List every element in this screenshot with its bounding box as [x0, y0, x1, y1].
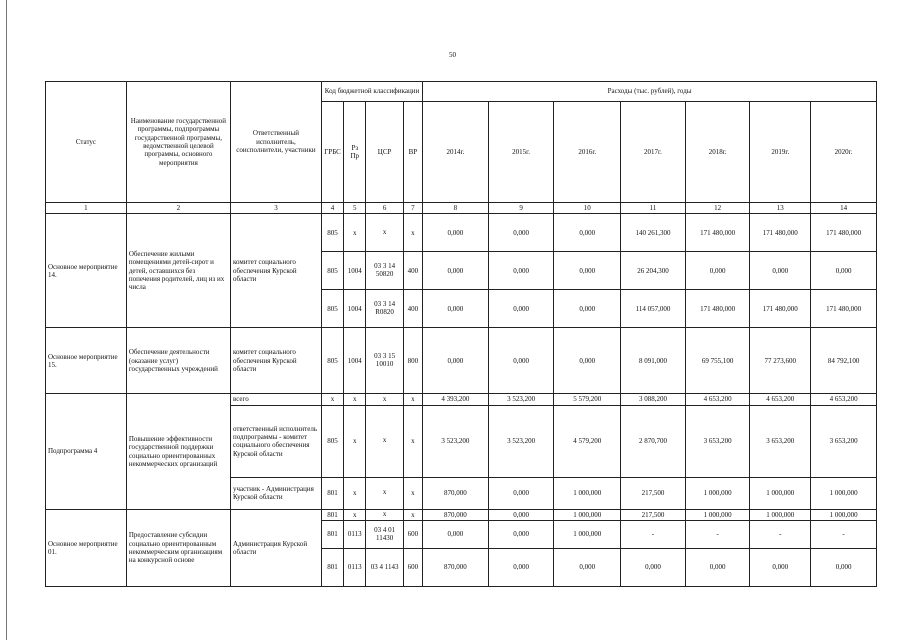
cell-value: 0,000	[488, 214, 554, 252]
cell-value: 1 000,000	[750, 509, 811, 520]
cell-vr: х	[403, 214, 422, 252]
cell-grbs: 801	[321, 509, 343, 520]
cell-value: 140 261,300	[621, 214, 686, 252]
column-number-row	[46, 203, 877, 214]
cell-value: 0,000	[423, 290, 489, 328]
column-number: 12	[685, 203, 750, 214]
header-expenses: Расходы (тыс. рублей), годы	[423, 82, 877, 102]
row-executor: ответственный исполнитель подпрограммы - комитет социального обеспечения Курской области	[230, 405, 321, 477]
cell-csr: 03 4 1143	[366, 549, 403, 587]
cell-value: 3 653,200	[685, 405, 750, 477]
page-number: 50	[449, 51, 456, 59]
cell-csr: 03 3 14 R0820	[366, 290, 403, 328]
cell-value: 3 088,200	[621, 394, 686, 405]
cell-csr: 03 3 15 10010	[366, 328, 403, 394]
cell-value: -	[750, 521, 811, 549]
cell-csr: х	[366, 405, 403, 477]
header-rzpr-a: Рз	[351, 143, 359, 152]
cell-vr: х	[403, 394, 422, 405]
cell-rzpr: 0113	[344, 521, 366, 549]
row-name: Повышение эффективности государственной поддержки социально ориентированных некоммерческих организаций	[126, 394, 230, 509]
cell-grbs: 801	[321, 549, 343, 587]
cell-value: -	[621, 521, 686, 549]
cell-value: 0,000	[554, 549, 621, 587]
cell-csr: х	[366, 509, 403, 520]
cell-vr: 800	[403, 328, 422, 394]
cell-value: 0,000	[750, 252, 811, 290]
cell-value: 0,000	[488, 509, 554, 520]
row-executor: всего	[230, 394, 321, 405]
cell-value: 0,000	[621, 549, 686, 587]
cell-value: 0,000	[554, 328, 621, 394]
cell-value: -	[811, 521, 877, 549]
cell-value: 0,000	[554, 290, 621, 328]
cell-value: 3 523,200	[423, 405, 489, 477]
cell-value: 0,000	[423, 252, 489, 290]
cell-value: 0,000	[423, 328, 489, 394]
cell-rzpr: 1004	[344, 328, 366, 394]
header-grbs: ГРБС	[321, 102, 343, 203]
cell-value: 0,000	[554, 214, 621, 252]
cell-value: 1 000,000	[554, 477, 621, 509]
cell-value: 171 480,000	[685, 290, 750, 328]
cell-grbs: 805	[321, 252, 343, 290]
header-year-2016: 2016г.	[554, 102, 621, 203]
cell-value: -	[685, 521, 750, 549]
column-number: 14	[811, 203, 877, 214]
header-year-2014: 2014г.	[423, 102, 489, 203]
header-year-2018: 2018г.	[685, 102, 750, 203]
cell-value: 0,000	[811, 252, 877, 290]
column-number: 8	[423, 203, 489, 214]
cell-value: 0,000	[554, 252, 621, 290]
header-year-2020: 2020г.	[811, 102, 877, 203]
cell-value: 0,000	[685, 549, 750, 587]
cell-vr: 600	[403, 521, 422, 549]
cell-grbs: 805	[321, 328, 343, 394]
header-status: Статус	[46, 82, 127, 203]
table-row	[46, 509, 877, 520]
row-executor: комитет социального обеспечения Курской области	[230, 328, 321, 394]
header-year-2019: 2019г.	[750, 102, 811, 203]
row-status: Основное мероприятие 01.	[46, 509, 127, 586]
cell-rzpr: х	[344, 477, 366, 509]
cell-value: 870,000	[423, 549, 489, 587]
table-row	[46, 394, 877, 405]
cell-value: 870,000	[423, 509, 489, 520]
cell-csr: х	[366, 394, 403, 405]
cell-value: 1 000,000	[811, 509, 877, 520]
header-year-2015: 2015г.	[488, 102, 554, 203]
column-number: 2	[126, 203, 230, 214]
cell-grbs: 805	[321, 214, 343, 252]
header-budget-code: Код бюджетной классификации	[321, 82, 422, 102]
header-rzpr	[344, 102, 366, 203]
cell-value: 0,000	[423, 521, 489, 549]
column-number: 1	[46, 203, 127, 214]
cell-value: 84 792,100	[811, 328, 877, 394]
cell-value: 4 653,200	[811, 394, 877, 405]
cell-value: 0,000	[811, 549, 877, 587]
cell-value: 3 523,200	[488, 394, 554, 405]
cell-value: 26 204,300	[621, 252, 686, 290]
cell-value: 0,000	[488, 549, 554, 587]
cell-grbs: 801	[321, 521, 343, 549]
row-executor: комитет социального обеспечения Курской области	[230, 214, 321, 328]
cell-rzpr: х	[344, 214, 366, 252]
budget-table	[45, 81, 877, 587]
cell-value: 1 000,000	[811, 477, 877, 509]
table-row	[46, 328, 877, 394]
header-csr: ЦСР	[366, 102, 403, 203]
cell-value: 0,000	[750, 549, 811, 587]
cell-vr: 600	[403, 549, 422, 587]
header-rzpr-b: Пр	[350, 152, 360, 160]
cell-value: 171 480,000	[750, 290, 811, 328]
cell-vr: х	[403, 477, 422, 509]
header-executor: Ответственный исполнитель, соисполнители, участники	[230, 82, 321, 203]
column-number: 4	[321, 203, 343, 214]
table-row	[46, 214, 877, 252]
cell-value: 2 870,700	[621, 405, 686, 477]
column-number: 11	[621, 203, 686, 214]
cell-value: 3 523,200	[488, 405, 554, 477]
cell-value: 217,500	[621, 509, 686, 520]
cell-rzpr: х	[344, 394, 366, 405]
cell-rzpr: х	[344, 509, 366, 520]
cell-value: 3 653,200	[750, 405, 811, 477]
cell-value: 4 579,200	[554, 405, 621, 477]
cell-value: 1 000,000	[685, 509, 750, 520]
cell-grbs: х	[321, 394, 343, 405]
cell-value: 3 653,200	[811, 405, 877, 477]
cell-csr: 03 3 14 50820	[366, 252, 403, 290]
cell-rzpr: х	[344, 405, 366, 477]
cell-csr: 03 4 01 11430	[366, 521, 403, 549]
cell-value: 114 057,000	[621, 290, 686, 328]
cell-value: 870,000	[423, 477, 489, 509]
cell-value: 0,000	[488, 328, 554, 394]
header-year-2017: 2017г.	[621, 102, 686, 203]
cell-value: 171 480,000	[811, 290, 877, 328]
cell-value: 171 480,000	[811, 214, 877, 252]
cell-vr: х	[403, 509, 422, 520]
row-status: Основное мероприятие 14.	[46, 214, 127, 328]
cell-value: 8 091,000	[621, 328, 686, 394]
header-name: Наименование государственной программы, подпрограммы государственной программы, ведомственной целевой программы, основного мероприятия	[126, 82, 230, 203]
cell-value: 69 755,100	[685, 328, 750, 394]
column-number: 5	[344, 203, 366, 214]
cell-grbs: 805	[321, 290, 343, 328]
cell-value: 0,000	[488, 477, 554, 509]
cell-vr: 400	[403, 290, 422, 328]
cell-value: 1 000,000	[554, 521, 621, 549]
cell-value: 0,000	[488, 521, 554, 549]
column-number: 13	[750, 203, 811, 214]
row-executor: участник - Администрация Курской области	[230, 477, 321, 509]
cell-value: 0,000	[685, 252, 750, 290]
row-status: Подпрограмма 4	[46, 394, 127, 509]
row-name: Обеспечение деятельности (оказание услуг) государственных учреждений	[126, 328, 230, 394]
cell-value: 1 000,000	[685, 477, 750, 509]
cell-value: 77 273,600	[750, 328, 811, 394]
cell-grbs: 801	[321, 477, 343, 509]
cell-value: 217,500	[621, 477, 686, 509]
column-number: 6	[366, 203, 403, 214]
cell-value: 5 579,200	[554, 394, 621, 405]
row-name: Обеспечение жилыми помещениями детей-сирот и детей, оставшихся без попечения родителей, лиц из их числа	[126, 214, 230, 328]
cell-value: 4 393,200	[423, 394, 489, 405]
cell-value: 0,000	[423, 214, 489, 252]
cell-grbs: 805	[321, 405, 343, 477]
cell-value: 171 480,000	[750, 214, 811, 252]
cell-value: 4 653,200	[685, 394, 750, 405]
cell-rzpr: 1004	[344, 290, 366, 328]
cell-csr: х	[366, 214, 403, 252]
row-name: Предоставление субсидии социально ориентированным некоммерческим организациям на конкурсной основе	[126, 509, 230, 586]
cell-rzpr: 1004	[344, 252, 366, 290]
row-status: Основное мероприятие 15.	[46, 328, 127, 394]
cell-value: 171 480,000	[685, 214, 750, 252]
header-vr: ВР	[403, 102, 422, 203]
page-edge-rule	[6, 0, 7, 640]
column-number: 7	[403, 203, 422, 214]
cell-value: 0,000	[488, 290, 554, 328]
cell-value: 4 653,200	[750, 394, 811, 405]
cell-vr: 400	[403, 252, 422, 290]
column-number: 9	[488, 203, 554, 214]
cell-csr: х	[366, 477, 403, 509]
cell-value: 1 000,000	[554, 509, 621, 520]
cell-vr: х	[403, 405, 422, 477]
cell-value: 1 000,000	[750, 477, 811, 509]
cell-rzpr: 0113	[344, 549, 366, 587]
column-number: 10	[554, 203, 621, 214]
column-number: 3	[230, 203, 321, 214]
cell-value: 0,000	[488, 252, 554, 290]
row-executor: Администрация Курской области	[230, 509, 321, 586]
